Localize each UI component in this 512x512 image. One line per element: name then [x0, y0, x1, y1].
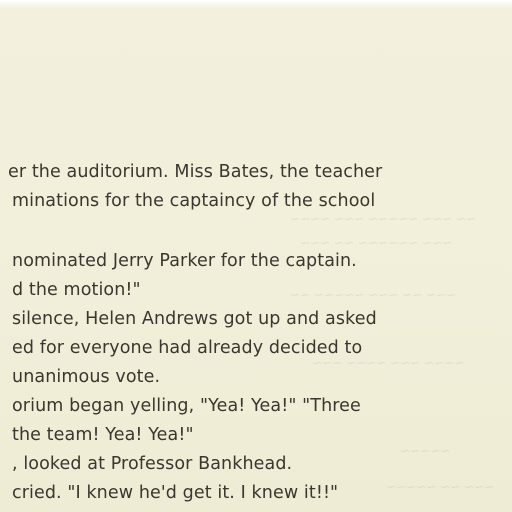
show-through-texture: ~~~~~: [400, 444, 451, 458]
text-line-5: silence, Helen Andrews got up and asked: [12, 309, 377, 329]
show-through-texture: ~~~ ~~~~~~ ~~ ~~~: [300, 236, 453, 250]
text-line-6: ed for everyone had already decided to: [12, 338, 363, 358]
text-line-2: minations for the captaincy of the school: [12, 191, 376, 211]
text-line-4: d the motion!": [12, 280, 141, 300]
text-line-11: cried. "I knew he'd get it. I knew it!!": [12, 483, 339, 503]
text-line-7: unanimous vote.: [12, 367, 161, 387]
text-line-10: , looked at Professor Bankhead.: [12, 454, 293, 474]
show-through-texture: ~~~ ~~ ~~~~~: [386, 480, 495, 494]
show-through-texture: ~~~~ ~~~ ~~~~ ~~~: [312, 356, 465, 370]
show-through-texture: ~~~ ~~ ~~~ ~~~~~ ~~: [290, 288, 457, 302]
text-line-1: er the auditorium. Miss Bates, the teacher: [8, 162, 383, 182]
text-line-9: the team! Yea! Yea!": [12, 425, 194, 445]
text-line-3: nominated Jerry Parker for the captain.: [12, 251, 357, 271]
text-line-8: orium began yelling, "Yea! Yea!" "Three: [12, 396, 361, 416]
show-through-texture: ~~ ~~~ ~~~~~ ~~~ ~~~~: [290, 212, 477, 226]
